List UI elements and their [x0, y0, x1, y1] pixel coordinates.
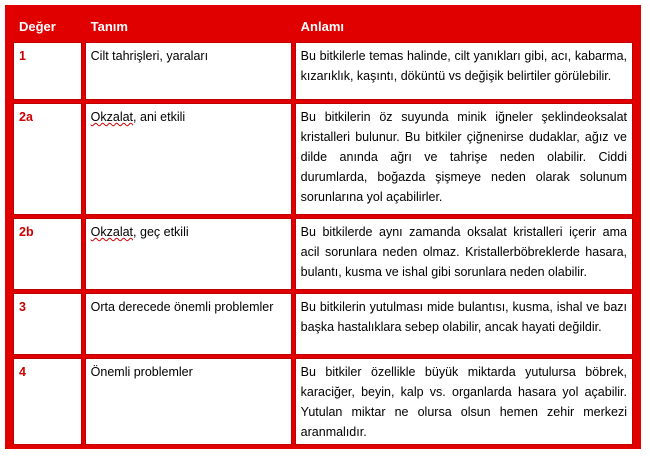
- row-meaning: Bu bitkilerin yutulması mide bulantısı, kusma, ishal ve bazı başka hastalıklara sebep olabilir, ancak hayati değildir.: [295, 293, 633, 355]
- table-frame: [5, 5, 641, 449]
- table-row: [13, 103, 633, 215]
- table-row: [13, 218, 633, 290]
- row-value: 1: [13, 42, 82, 100]
- table-header-row: [13, 13, 633, 39]
- header-meaning: Anlamı: [295, 13, 633, 39]
- row-value: 2a: [13, 103, 82, 215]
- definition-rest: , ani etkili: [133, 110, 186, 124]
- definition-keyword: Okzalat: [90, 110, 134, 124]
- row-definition: [85, 218, 292, 290]
- row-value: 2b: [13, 218, 82, 290]
- row-value: 3: [13, 293, 82, 355]
- definition-rest: , geç etkili: [133, 225, 189, 239]
- plant-toxicity-table: [10, 10, 636, 448]
- row-definition: Orta derecede önemli problemler: [85, 293, 292, 355]
- row-definition: [85, 103, 292, 215]
- definition-keyword: Okzalat: [90, 225, 134, 239]
- row-definition: Önemli problemler: [85, 358, 292, 445]
- row-meaning: Bu bitkilerde aynı zamanda oksalat kristalleri içerir ama acil sorunlara neden olmaz. Kristallerböbreklerde hasara, bulantı, kusma ve ishal gibi sorunlara neden olabilir.: [295, 218, 633, 290]
- table-row: [13, 358, 633, 445]
- row-meaning: Bu bitkiler özellikle büyük miktarda yutulursa böbrek, karaciğer, beyin, kalp vs. organlarda hasara yol açabilir. Yutulan miktar ne olursa olsun hemen zehir merkezi aranmalıdır.: [295, 358, 633, 445]
- row-meaning: Bu bitkilerin öz suyunda minik iğneler şeklindeoksalat kristalleri bulunur. Bu bitkiler çiğnenirse dudaklar, ağız ve dilde anında ağrı ve tahrişe neden olabilir. Ciddi durumlarda, boğazda şişmeye neden olarak solunum sorunlarına yol açabilirler.: [295, 103, 633, 215]
- row-definition: Cilt tahrişleri, yaraları: [85, 42, 292, 100]
- row-value: 4: [13, 358, 82, 445]
- header-value: Değer: [13, 13, 82, 39]
- header-definition: Tanım: [85, 13, 292, 39]
- row-meaning: Bu bitkilerle temas halinde, cilt yanıkları gibi, acı, kabarma, kızarıklık, kaşıntı, döküntü vs değişik belirtiler görülebilir.: [295, 42, 633, 100]
- table-row: [13, 293, 633, 355]
- table-row: [13, 42, 633, 100]
